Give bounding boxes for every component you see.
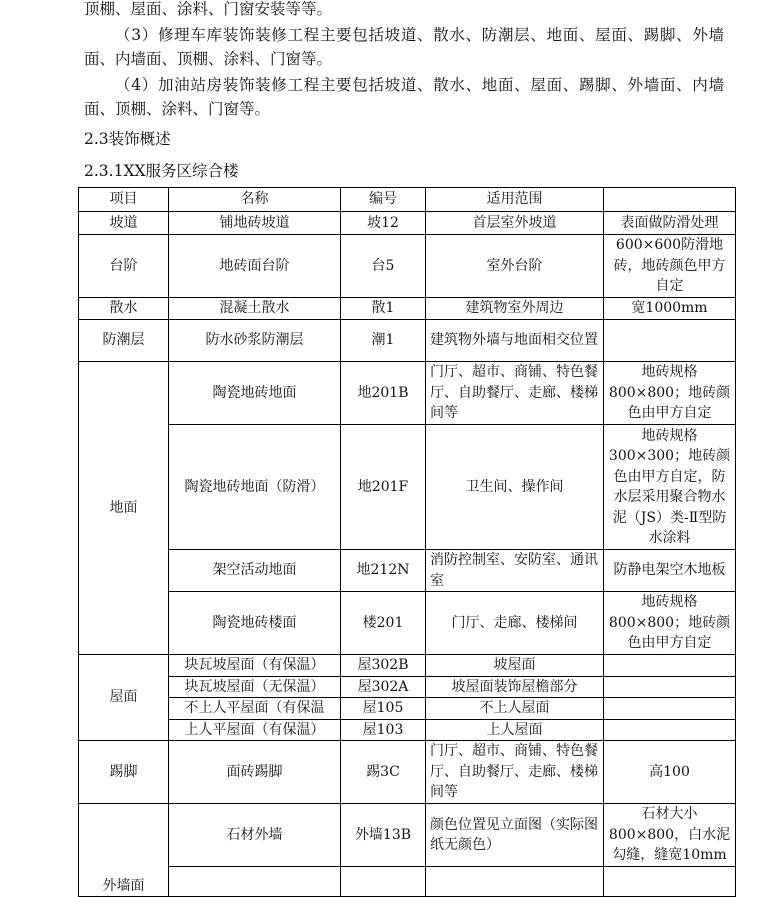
cell-note <box>604 867 736 897</box>
table-header-row <box>79 188 736 212</box>
paragraph-continuation: 顶棚、屋面、涂料、门窗安装等等。 <box>84 0 333 18</box>
cell-note <box>604 320 736 362</box>
table-row <box>79 698 736 720</box>
cell-name: 防水砂浆防潮层 <box>169 320 341 362</box>
cell-note: 防静电架空木地板 <box>604 550 736 592</box>
cell-code: 楼201 <box>341 592 426 655</box>
cell-code: 散1 <box>341 298 426 320</box>
section-heading: 2.3装饰概述 <box>84 130 171 148</box>
cell-item-exterior: 外墙面 <box>79 804 169 897</box>
header-scope: 适用范围 <box>426 188 604 212</box>
header-note <box>604 188 736 212</box>
table-row <box>79 719 736 741</box>
table-row <box>79 298 736 320</box>
cell-note <box>604 676 736 698</box>
cell-name: 块瓦坡屋面（无保温） <box>169 676 341 698</box>
cell-name: 不上人平屋面（有保温 <box>169 698 341 720</box>
header-item: 项目 <box>79 188 169 212</box>
cell-note: 地砖规格800×800；地砖颜色由甲方自定 <box>604 362 736 425</box>
cell-note: 表面做防滑处理 <box>604 212 736 235</box>
cell-note <box>604 655 736 677</box>
table-row <box>79 550 736 592</box>
paragraph-garage-scope: （3）修理车库装饰装修工程主要包括坡道、散水、防潮层、地面、屋面、踢脚、外墙面、内墙面、顶棚、涂料、门窗等。 <box>84 26 724 68</box>
table-row <box>79 425 736 550</box>
table-row <box>79 676 736 698</box>
cell-scope: 门厅、超市、商铺、特色餐厅、自助餐厅、走廊、楼梯间等 <box>426 741 604 804</box>
cell-code: 坡12 <box>341 212 426 235</box>
cell-code: 踢3C <box>341 741 426 804</box>
cell-code: 屋103 <box>341 719 426 741</box>
cell-item: 踢脚 <box>79 741 169 804</box>
cell-scope: 上人屋面 <box>426 719 604 741</box>
table-row <box>79 655 736 677</box>
table-row <box>79 867 736 897</box>
cell-name: 上人平屋面（有保温） <box>169 719 341 741</box>
header-name: 名称 <box>169 188 341 212</box>
table-row <box>79 235 736 298</box>
table-row <box>79 362 736 425</box>
cell-item: 散水 <box>79 298 169 320</box>
cell-name: 架空活动地面 <box>169 550 341 592</box>
cell-scope: 不上人屋面 <box>426 698 604 720</box>
cell-name: 陶瓷地砖楼面 <box>169 592 341 655</box>
table-row <box>79 741 736 804</box>
cell-code: 地201B <box>341 362 426 425</box>
cell-note: 600×600防滑地砖，地砖颜色甲方自定 <box>604 235 736 298</box>
cell-code: 地212N <box>341 550 426 592</box>
cell-scope: 建筑物外墙与地面相交位置 <box>426 320 604 362</box>
cell-note: 石材大小800×800，白水泥勾缝，缝宽10mm <box>604 804 736 867</box>
cell-code: 屋105 <box>341 698 426 720</box>
table-row <box>79 804 736 867</box>
cell-name: 陶瓷地砖地面（防滑） <box>169 425 341 550</box>
cell-code: 地201F <box>341 425 426 550</box>
cell-name: 面砖踢脚 <box>169 741 341 804</box>
cell-name: 铺地砖坡道 <box>169 212 341 235</box>
cell-name: 地砖面台阶 <box>169 235 341 298</box>
cell-scope: 卫生间、操作间 <box>426 425 604 550</box>
cell-code: 潮1 <box>341 320 426 362</box>
subsection-heading: 2.3.1XX服务区综合楼 <box>84 162 239 180</box>
cell-name <box>169 867 341 897</box>
cell-name: 块瓦坡屋面（有保温） <box>169 655 341 677</box>
paragraph-gas-station-scope: （4）加油站房装饰装修工程主要包括坡道、散水、地面、屋面、踢脚、外墙面、内墙面、顶棚、涂料、门窗等。 <box>84 76 724 118</box>
table-row <box>79 320 736 362</box>
cell-scope: 坡屋面装饰屋檐部分 <box>426 676 604 698</box>
cell-note: 宽1000mm <box>604 298 736 320</box>
cell-scope: 室外台阶 <box>426 235 604 298</box>
cell-scope: 首层室外坡道 <box>426 212 604 235</box>
cell-item: 防潮层 <box>79 320 169 362</box>
cell-scope <box>426 867 604 897</box>
cell-scope: 建筑物室外周边 <box>426 298 604 320</box>
cell-scope: 门厅、走廊、楼梯间 <box>426 592 604 655</box>
cell-note <box>604 698 736 720</box>
cell-code: 屋302B <box>341 655 426 677</box>
cell-item: 坡道 <box>79 212 169 235</box>
decoration-spec-table <box>78 187 736 897</box>
cell-note: 地砖规格300×300；地砖颜色由甲方自定，防水层采用聚合物水泥（JS）类-Ⅱ型防水涂料 <box>604 425 736 550</box>
cell-note: 地砖规格800×800；地砖颜色由甲方自定 <box>604 592 736 655</box>
cell-code <box>341 867 426 897</box>
cell-scope: 门厅、超市、商铺、特色餐厅、自助餐厅、走廊、楼梯间等 <box>426 362 604 425</box>
table-row <box>79 592 736 655</box>
cell-note: 高100 <box>604 741 736 804</box>
cell-scope: 坡屋面 <box>426 655 604 677</box>
cell-code: 外墙13B <box>341 804 426 867</box>
table-row <box>79 212 736 235</box>
cell-name: 石材外墙 <box>169 804 341 867</box>
cell-name: 陶瓷地砖地面 <box>169 362 341 425</box>
cell-item-floor: 地面 <box>79 362 169 655</box>
cell-item-roof: 屋面 <box>79 655 169 741</box>
header-code: 编号 <box>341 188 426 212</box>
cell-code: 台5 <box>341 235 426 298</box>
cell-scope: 消防控制室、安防室、通讯室 <box>426 550 604 592</box>
cell-name: 混凝土散水 <box>169 298 341 320</box>
cell-scope: 颜色位置见立面图（实际图纸无颜色） <box>426 804 604 867</box>
cell-item: 台阶 <box>79 235 169 298</box>
cell-note <box>604 719 736 741</box>
cell-code: 屋302A <box>341 676 426 698</box>
